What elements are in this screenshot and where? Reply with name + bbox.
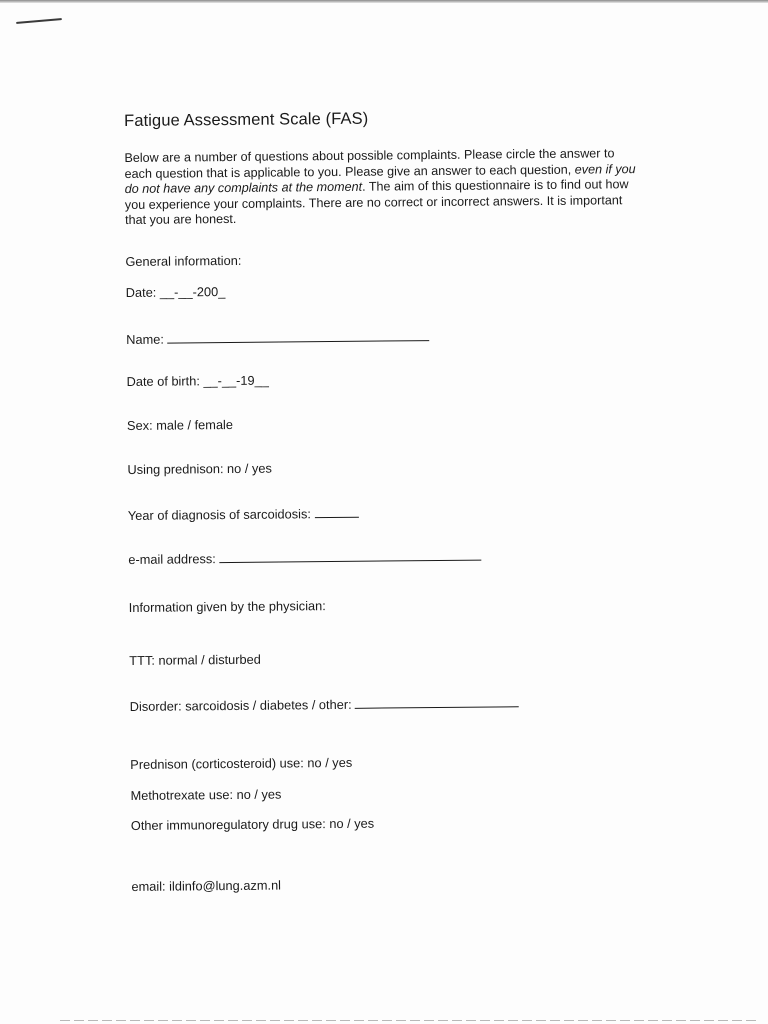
name-field[interactable] bbox=[126, 327, 429, 347]
corticosteroid-field[interactable]: Prednison (corticosteroid) use: no / yes bbox=[130, 754, 353, 772]
immunoregulatory-field[interactable]: Other immunoregulatory drug use: no / yes bbox=[130, 815, 375, 833]
name-label: Name: bbox=[126, 331, 164, 347]
intro-paragraph bbox=[124, 146, 645, 229]
disorder-blank-line[interactable] bbox=[355, 693, 519, 709]
diagnosis-year-field[interactable] bbox=[128, 504, 359, 523]
intro-text-2: . The aim of this questionnaire is to find out how you experience your complaints. There are no correct or incorrect answers. It is important that you are honest. bbox=[124, 177, 629, 228]
email-address-blank-line[interactable] bbox=[219, 547, 481, 564]
intro-text-1: Below are a number of questions about possible complaints. Please circle the answer to each question that is applicable to you. Please give an answer to each question, bbox=[124, 146, 615, 181]
sex-field[interactable]: Sex: male / female bbox=[126, 416, 234, 433]
disorder-label: Disorder: sarcoidosis / diabetes / other: bbox=[129, 696, 352, 714]
intro-emphasis: even if you do not have any complaints at the moment bbox=[124, 161, 636, 197]
methotrexate-field[interactable]: Methotrexate use: no / yes bbox=[130, 786, 282, 803]
pen-mark bbox=[16, 18, 62, 24]
page-title: Fatigue Assessment Scale (FAS) bbox=[124, 109, 369, 130]
scan-top-edge bbox=[0, 0, 768, 3]
ttt-field[interactable]: TTT: normal / disturbed bbox=[129, 651, 261, 668]
general-information-heading: General information: bbox=[125, 252, 242, 269]
disorder-field[interactable] bbox=[130, 693, 520, 714]
date-field[interactable]: Date: __-__-200_ bbox=[125, 284, 226, 300]
email-address-label: e-mail address: bbox=[128, 551, 216, 567]
diagnosis-year-blank-line[interactable] bbox=[314, 504, 358, 518]
email-address-field[interactable] bbox=[128, 547, 481, 567]
name-blank-line[interactable] bbox=[167, 327, 429, 344]
scan-bottom-edge bbox=[60, 1020, 760, 1021]
contact-email: email: ildinfo@lung.azm.nl bbox=[131, 877, 282, 894]
prednison-field[interactable]: Using prednison: no / yes bbox=[127, 460, 272, 477]
diagnosis-year-label: Year of diagnosis of sarcoidosis: bbox=[127, 506, 311, 523]
physician-information-heading: Information given by the physician: bbox=[128, 598, 326, 615]
form-content bbox=[124, 107, 665, 894]
date-of-birth-field[interactable]: Date of birth: __-__-19__ bbox=[126, 372, 269, 389]
